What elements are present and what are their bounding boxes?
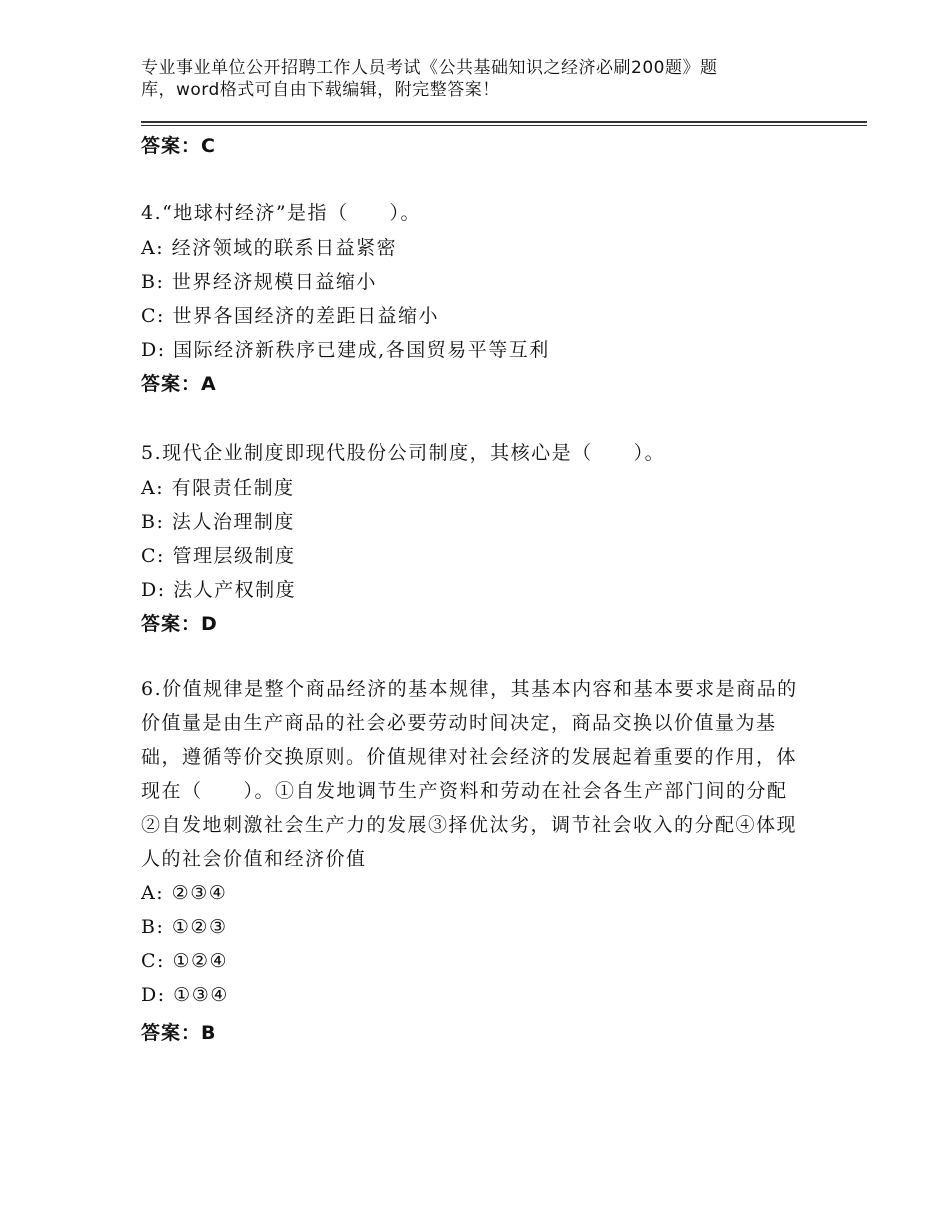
option-c: C: ①②④ xyxy=(141,950,229,972)
question-stem: 6.价值规律是整个商品经济的基本规律，其基本内容和基本要求是商品的价值量是由生产商品的社会必要劳动时间决定，商品交换以价值量为基础，遵循等价交换原则。价值规律对社会经济的发展起着重要的作用，体现在（ ）。①自发地调节生产资料和劳动在社会各生产部门间的分配②自发地刺激社会生产力的发展③择优汰劣，调节社会收入的分配④体现人的社会价值和经济价值 xyxy=(141,678,798,870)
option-a: A: 经济领域的联系日益紧密 xyxy=(141,237,398,259)
option-a: A: ②③④ xyxy=(141,882,228,904)
answer-label: 答案：A xyxy=(141,373,217,395)
option-d: D: ①③④ xyxy=(141,984,229,1006)
option-d: D: 法人产权制度 xyxy=(141,579,297,601)
option-c: C: 管理层级制度 xyxy=(141,545,296,567)
header-rule-thick xyxy=(141,121,867,123)
option-a: A: 有限责任制度 xyxy=(141,477,295,499)
header-title-line-2: 库，word格式可自由下载编辑，附完整答案！ xyxy=(141,80,500,100)
option-b: B: ①②③ xyxy=(141,916,228,938)
option-d: D: 国际经济新秩序已建成,各国贸易平等互利 xyxy=(141,339,550,361)
previous-answer: 答案：C xyxy=(141,135,216,157)
option-b: B: 世界经济规模日益缩小 xyxy=(141,271,377,293)
question-stem: 4.“地球村经济”是指（ ）。 xyxy=(141,202,422,224)
answer-label: 答案：B xyxy=(141,1022,217,1044)
header-rule-thin xyxy=(141,125,867,126)
option-b: B: 法人治理制度 xyxy=(141,511,295,533)
header-title-line-1: 专业事业单位公开招聘工作人员考试《公共基础知识之经济必刷200题》题 xyxy=(141,58,718,78)
option-c: C: 世界各国经济的差距日益缩小 xyxy=(141,305,439,327)
question-stem: 5.现代企业制度即现代股份公司制度，其核心是（ ）。 xyxy=(141,442,666,464)
answer-label: 答案：D xyxy=(141,613,218,635)
document-header xyxy=(141,57,781,101)
